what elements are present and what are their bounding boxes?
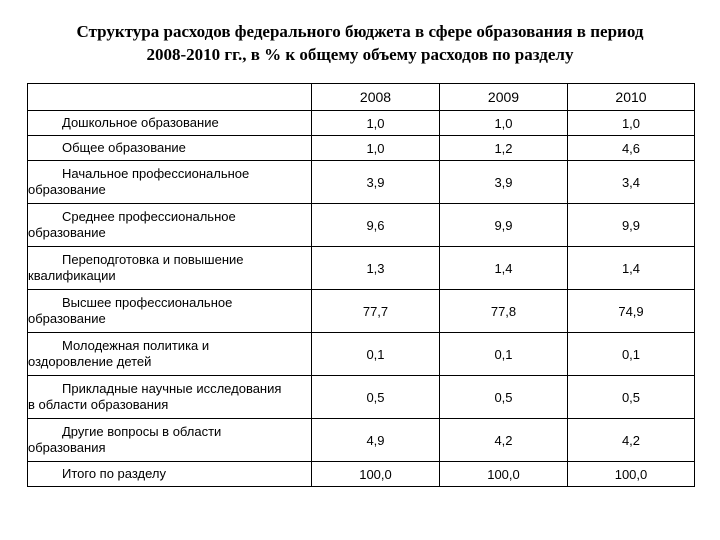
title-line-2: 2008-2010 гг., в % к общему объему расходов по разделу bbox=[146, 45, 574, 64]
table-row bbox=[28, 290, 695, 333]
row-label bbox=[28, 161, 312, 204]
value-2008: 1,0 bbox=[312, 136, 440, 161]
row-label-line-2: в области образования bbox=[28, 397, 169, 412]
row-label-line-1: Молодежная политика и bbox=[62, 338, 210, 353]
row-label-line-2: оздоровление детей bbox=[28, 354, 152, 369]
table-row bbox=[28, 419, 695, 462]
row-label bbox=[28, 333, 312, 376]
budget-structure-table bbox=[27, 83, 695, 487]
value-2008: 4,9 bbox=[312, 419, 440, 462]
table-row bbox=[28, 136, 695, 161]
row-label-line-2: образование bbox=[28, 311, 106, 326]
value-2010: 9,9 bbox=[568, 204, 695, 247]
value-2010: 1,0 bbox=[568, 111, 695, 136]
table-row bbox=[28, 376, 695, 419]
row-label bbox=[28, 111, 312, 136]
row-label-line-1: Среднее профессиональное bbox=[62, 209, 236, 224]
value-2008: 9,6 bbox=[312, 204, 440, 247]
row-label bbox=[28, 419, 312, 462]
value-2009: 9,9 bbox=[440, 204, 568, 247]
value-2009: 1,0 bbox=[440, 111, 568, 136]
value-2009: 100,0 bbox=[440, 462, 568, 487]
row-label-line-1: Другие вопросы в области bbox=[62, 424, 222, 439]
value-2008: 1,0 bbox=[312, 111, 440, 136]
header-cell-2010: 2010 bbox=[568, 84, 695, 111]
value-2008: 0,5 bbox=[312, 376, 440, 419]
value-2010: 0,5 bbox=[568, 376, 695, 419]
row-label-line-2: образования bbox=[28, 440, 106, 455]
value-2008: 100,0 bbox=[312, 462, 440, 487]
row-label bbox=[28, 136, 312, 161]
value-2009: 1,2 bbox=[440, 136, 568, 161]
row-label-line-1: Начальное профессиональное bbox=[62, 166, 250, 181]
table-row bbox=[28, 333, 695, 376]
table-row bbox=[28, 247, 695, 290]
value-2009: 1,4 bbox=[440, 247, 568, 290]
value-2008: 3,9 bbox=[312, 161, 440, 204]
row-label-line-1: Переподготовка и повышение bbox=[62, 252, 244, 267]
header-cell-2008: 2008 bbox=[312, 84, 440, 111]
value-2010: 1,4 bbox=[568, 247, 695, 290]
value-2010: 74,9 bbox=[568, 290, 695, 333]
table-row bbox=[28, 161, 695, 204]
header-cell-empty bbox=[28, 84, 312, 111]
table-row bbox=[28, 204, 695, 247]
value-2008: 0,1 bbox=[312, 333, 440, 376]
value-2009: 4,2 bbox=[440, 419, 568, 462]
value-2009: 77,8 bbox=[440, 290, 568, 333]
row-label bbox=[28, 462, 312, 487]
row-label-line-1: Дошкольное образование bbox=[62, 115, 219, 130]
title-line-1: Структура расходов федерального бюджета в сфере образования в период bbox=[76, 22, 644, 41]
page-title bbox=[0, 20, 720, 66]
row-label-line-1: Прикладные научные исследования bbox=[62, 381, 282, 396]
value-2008: 77,7 bbox=[312, 290, 440, 333]
value-2010: 0,1 bbox=[568, 333, 695, 376]
table-row-total bbox=[28, 462, 695, 487]
value-2009: 0,1 bbox=[440, 333, 568, 376]
table-header-row bbox=[28, 84, 695, 111]
value-2009: 3,9 bbox=[440, 161, 568, 204]
row-label-line-1: Итого по разделу bbox=[62, 466, 167, 481]
table-row bbox=[28, 111, 695, 136]
value-2008: 1,3 bbox=[312, 247, 440, 290]
row-label bbox=[28, 290, 312, 333]
row-label-line-1: Общее образование bbox=[62, 140, 186, 155]
header-cell-2009: 2009 bbox=[440, 84, 568, 111]
value-2010: 4,2 bbox=[568, 419, 695, 462]
row-label bbox=[28, 204, 312, 247]
value-2010: 100,0 bbox=[568, 462, 695, 487]
value-2010: 3,4 bbox=[568, 161, 695, 204]
value-2010: 4,6 bbox=[568, 136, 695, 161]
row-label-line-2: образование bbox=[28, 225, 106, 240]
row-label bbox=[28, 376, 312, 419]
row-label-line-1: Высшее профессиональное bbox=[62, 295, 233, 310]
row-label-line-2: квалификации bbox=[28, 268, 116, 283]
value-2009: 0,5 bbox=[440, 376, 568, 419]
row-label-line-2: образование bbox=[28, 182, 106, 197]
row-label bbox=[28, 247, 312, 290]
